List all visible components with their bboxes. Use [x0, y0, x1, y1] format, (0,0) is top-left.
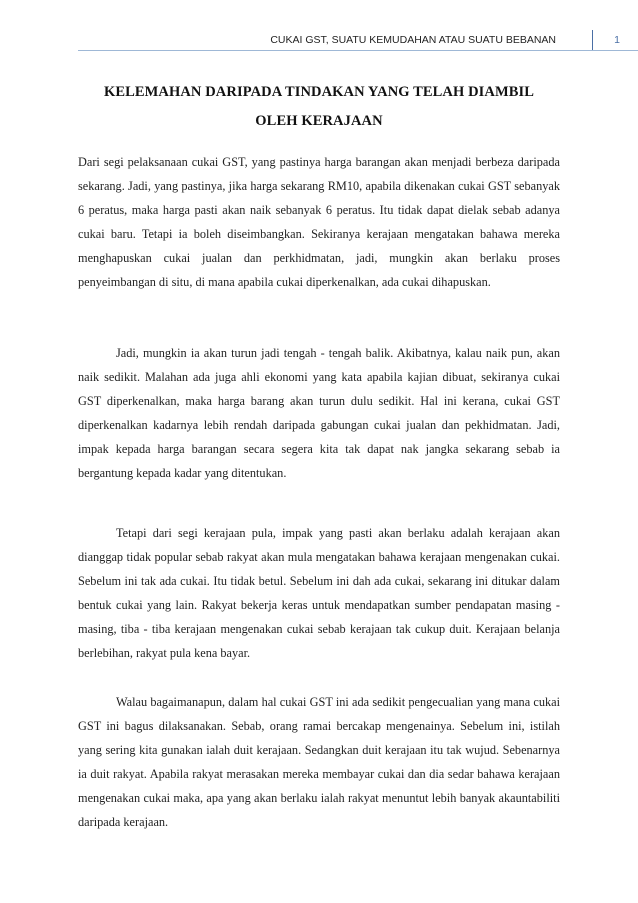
- section-title: [78, 78, 560, 136]
- paragraph-1: Dari segi pelaksanaan cukai GST, yang pastinya harga barangan akan menjadi berbeza daripada sekarang. Jadi, yang pastinya, jika harga sekarang RM10, apabila dikenakan cukai GST sebanyak 6 peratus, maka harga pasti akan naik sebanyak 6 peratus. Itu tidak dapat dielak sebab adanya cukai baru. Tetapi ia boleh diseimbangkan. Sekiranya kerajaan mengatakan bahawa mereka menghapuskan cukai jualan dan perkhidmatan, jadi, mungkin akan berlaku proses penyeimbangan di situ, di mana apabila cukai diperkenalkan, ada cukai dihapuskan.: [78, 155, 560, 290]
- page-number-divider: [592, 30, 593, 51]
- section-title-line-1: KELEMAHAN DARIPADA TINDAKAN YANG TELAH DIAMBIL: [103, 84, 535, 100]
- running-header: [0, 0, 638, 50]
- section-title-line-2: OLEH KERAJAAN: [255, 113, 383, 129]
- paragraph-3: Tetapi dari segi kerajaan pula, impak yang pasti akan berlaku adalah kerajaan akan dianggap tidak popular sebab rakyat akan mula mengatakan bahawa kerajaan mengenakan cukai. Sebelum ini tak ada cukai. Itu tidak betul. Sebelum ini dah ada cukai, sekarang ini ditukar dalam bentuk cukai yang lain. Rakyat bekerja keras untuk mendapatkan sumber pendapatan masing - masing, tiba - tiba kerajaan mengenakan cukai sebab kerajaan tak cukup duit. Kerajaan belanja berlebihan, rakyat pula kena bayar.: [78, 526, 560, 661]
- paragraph-2: Jadi, mungkin ia akan turun jadi tengah - tengah balik. Akibatnya, kalau naik pun, akan naik sedikit. Malahan ada juga ahli ekonomi yang kata apabila kajian dibuat, sekiranya cukai GST diperkenalkan, maka harga barang akan turun dulu sedikit. Hal ini kerana, cukai GST diperkenalkan kadarnya lebih rendah daripada gabungan cukai jualan dan pekhidmatan. Jadi, impak kepada harga barangan secara segera kita tak dapat nak jangka sekarang sebab ia bergantung kepada kadar yang ditentukan.: [78, 346, 560, 481]
- header-title: CUKAI GST, SUATU KEMUDAHAN ATAU SUATU BEBANAN: [270, 34, 556, 46]
- page-number: 1: [614, 34, 620, 46]
- paragraph-4: Walau bagaimanapun, dalam hal cukai GST ini ada sedikit pengecualian yang mana cukai GST ini bagus dilaksanakan. Sebab, orang ramai bercakap mengenainya. Sebelum ini, istilah yang sering kita gunakan ialah duit kerajaan. Sedangkan duit kerajaan itu tak wujud. Sebenarnya ia duit rakyat. Apabila rakyat merasakan mereka membayar cukai dan dia sedar bahawa kerajaan mengenakan cukai maka, apa yang akan berlaku ialah rakyat menuntut lebih banyak akauntabiliti daripada kerajaan.: [78, 695, 560, 830]
- header-rule: [78, 50, 638, 51]
